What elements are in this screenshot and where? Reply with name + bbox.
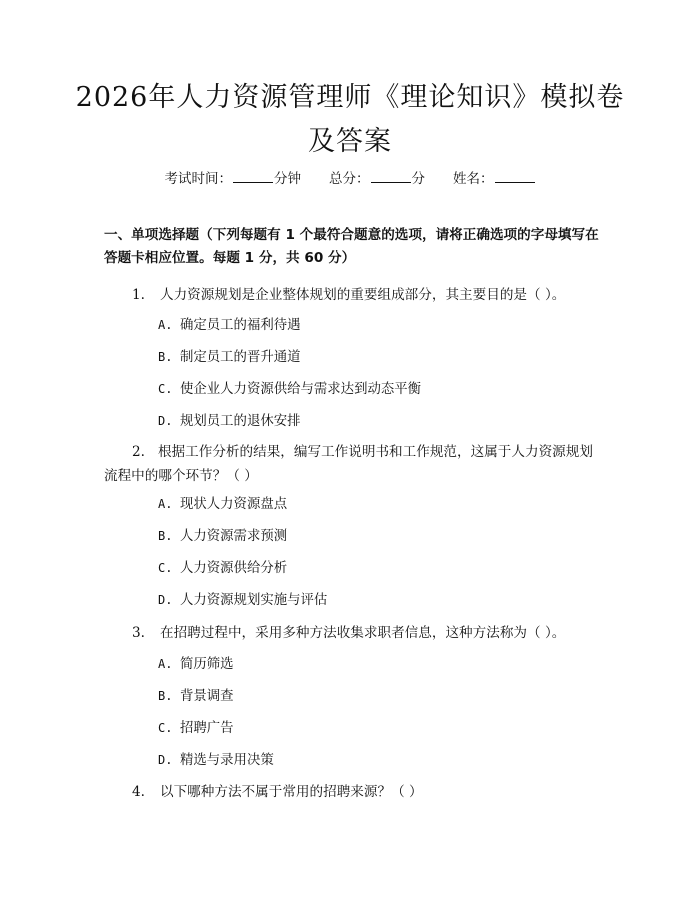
option-letter: B. (158, 350, 173, 364)
question-number: 4. (132, 784, 145, 800)
option-letter: D. (158, 753, 173, 767)
name-label: 姓名： (453, 171, 494, 187)
option-text: 规划员工的退休安排 (180, 414, 301, 429)
score-unit: 分 (411, 171, 425, 187)
question-text: 人力资源规划是企业整体规划的重要组成部分，其主要目的是（ ）。 (160, 287, 566, 303)
time-blank (233, 170, 273, 183)
option-3c (158, 717, 234, 736)
option-1c (158, 378, 421, 397)
option-letter: D. (158, 414, 173, 428)
exam-meta (0, 167, 700, 187)
option-letter: C. (158, 382, 173, 396)
option-text: 使企业人力资源供给与需求达到动态平衡 (180, 382, 422, 397)
option-letter: B. (158, 689, 173, 703)
title-line-1: 2026年人力资源管理师《理论知识》模拟卷 (75, 82, 625, 113)
option-2b (158, 525, 287, 544)
name-blank (495, 170, 535, 183)
option-text: 背景调查 (180, 689, 234, 704)
title-line-2: 及答案 (308, 126, 392, 157)
question-3 (132, 621, 565, 641)
score-blank (371, 170, 411, 183)
option-text: 现状人力资源盘点 (180, 497, 288, 512)
option-text: 招聘广告 (180, 721, 234, 736)
option-1b (158, 346, 301, 365)
option-text: 简历筛选 (180, 657, 234, 672)
option-text: 人力资源供给分析 (180, 561, 288, 576)
score-label: 总分： (329, 171, 370, 187)
time-label: 考试时间： (164, 171, 232, 187)
option-3d (158, 749, 274, 768)
exam-title (60, 76, 640, 164)
question-number: 1. (132, 287, 145, 303)
option-text: 制定员工的晋升通道 (180, 350, 301, 365)
option-text: 精选与录用决策 (180, 753, 274, 768)
option-3b (158, 685, 234, 704)
option-3a (158, 653, 234, 672)
option-letter: D. (158, 593, 173, 607)
question-2 (104, 440, 606, 488)
question-4 (132, 780, 423, 800)
question-1 (132, 283, 565, 303)
question-number: 3. (132, 625, 145, 641)
option-letter: C. (158, 561, 173, 575)
question-text: 以下哪种方法不属于常用的招聘来源？（ ） (160, 784, 423, 800)
option-letter: A. (158, 318, 173, 332)
option-text: 人力资源需求预测 (180, 529, 288, 544)
question-text: 在招聘过程中，采用多种方法收集求职者信息，这种方法称为（ ）。 (160, 625, 566, 641)
section-heading: 一、单项选择题（下列每题有 1 个最符合题意的选项，请将正确选项的字母填写在答题卡相应位置。每题 1 分，共 60 分） (104, 227, 599, 266)
time-unit: 分钟 (274, 171, 301, 187)
question-text: 根据工作分析的结果，编写工作说明书和工作规范，这属于人力资源规划流程中的哪个环节？（ ） (104, 444, 593, 484)
option-letter: A. (158, 657, 173, 671)
option-1d (158, 410, 301, 429)
option-2d (158, 589, 327, 608)
option-2a (158, 493, 287, 512)
question-number: 2. (132, 444, 145, 460)
option-letter: C. (158, 721, 173, 735)
option-letter: A. (158, 497, 173, 511)
option-1a (158, 314, 301, 333)
option-text: 人力资源规划实施与评估 (180, 593, 328, 608)
option-2c (158, 557, 287, 576)
option-letter: B. (158, 529, 173, 543)
option-text: 确定员工的福利待遇 (180, 318, 301, 333)
